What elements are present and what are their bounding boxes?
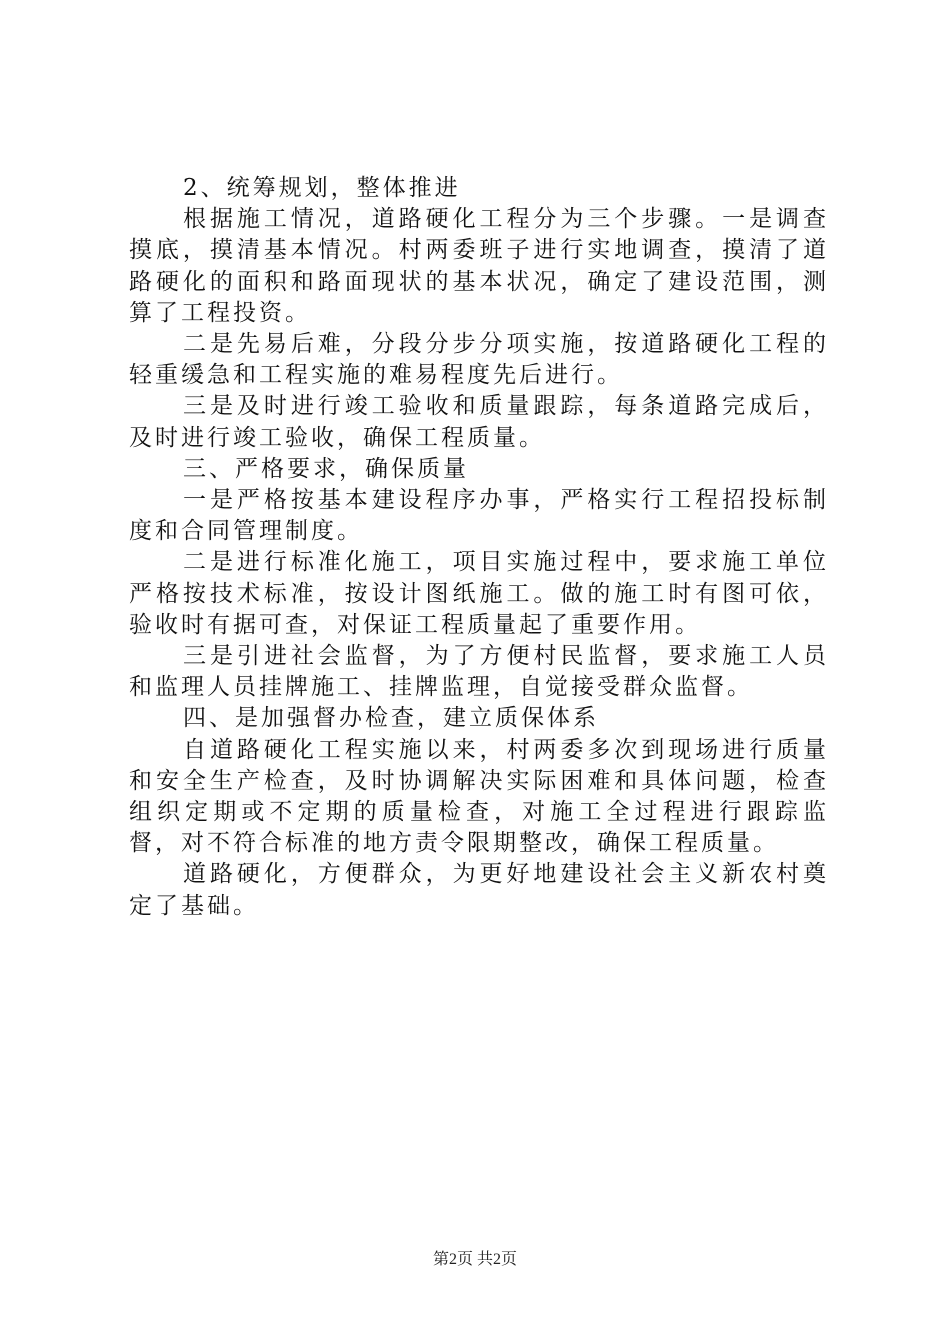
paragraph-requirement-three: 三是引进社会监督，为了方便村民监督，要求施工人员和监理人员挂牌施工、挂牌监理，自觉接受群众监督。	[129, 643, 829, 701]
paragraph-steps: 根据施工情况，道路硬化工程分为三个步骤。一是调查摸底，摸清基本情况。村两委班子进行实地调查，摸清了道路硬化的面积和路面现状的基本状况，确定了建设范围，测算了工程投资。	[129, 206, 829, 326]
paragraph-step-two: 二是先易后难，分段分步分项实施，按道路硬化工程的轻重缓急和工程实施的难易程度先后进行。	[129, 331, 829, 389]
section-heading-4: 四、是加强督办检查，建立质保体系	[183, 705, 599, 732]
paragraph-requirement-one: 一是严格按基本建设程序办事，严格实行工程招投标制度和合同管理制度。	[129, 487, 829, 545]
section-heading-3: 三、严格要求，确保质量	[183, 455, 469, 482]
section-heading-2: 2、统筹规划，整体推进	[183, 175, 461, 201]
paragraph-requirement-two: 二是进行标准化施工，项目实施过程中，要求施工单位严格按技术标准，按设计图纸施工。做的施工时有图可依，验收时有据可查，对保证工程质量起了重要作用。	[129, 549, 829, 638]
page-number-footer: 第2页 共2页	[432, 1251, 517, 1268]
paragraph-conclusion: 道路硬化，方便群众，为更好地建设社会主义新农村奠定了基础。	[129, 861, 829, 919]
paragraph-inspection: 自道路硬化工程实施以来，村两委多次到现场进行质量和安全生产检查，及时协调解决实际困难和具体问题，检查组织定期或不定期的质量检查，对施工全过程进行跟踪监督，对不符合标准的地方责令限期整改，确保工程质量。	[129, 736, 829, 857]
document-body	[129, 173, 829, 922]
paragraph-step-three: 三是及时进行竣工验收和质量跟踪，每条道路完成后，及时进行竣工验收，确保工程质量。	[129, 393, 829, 451]
